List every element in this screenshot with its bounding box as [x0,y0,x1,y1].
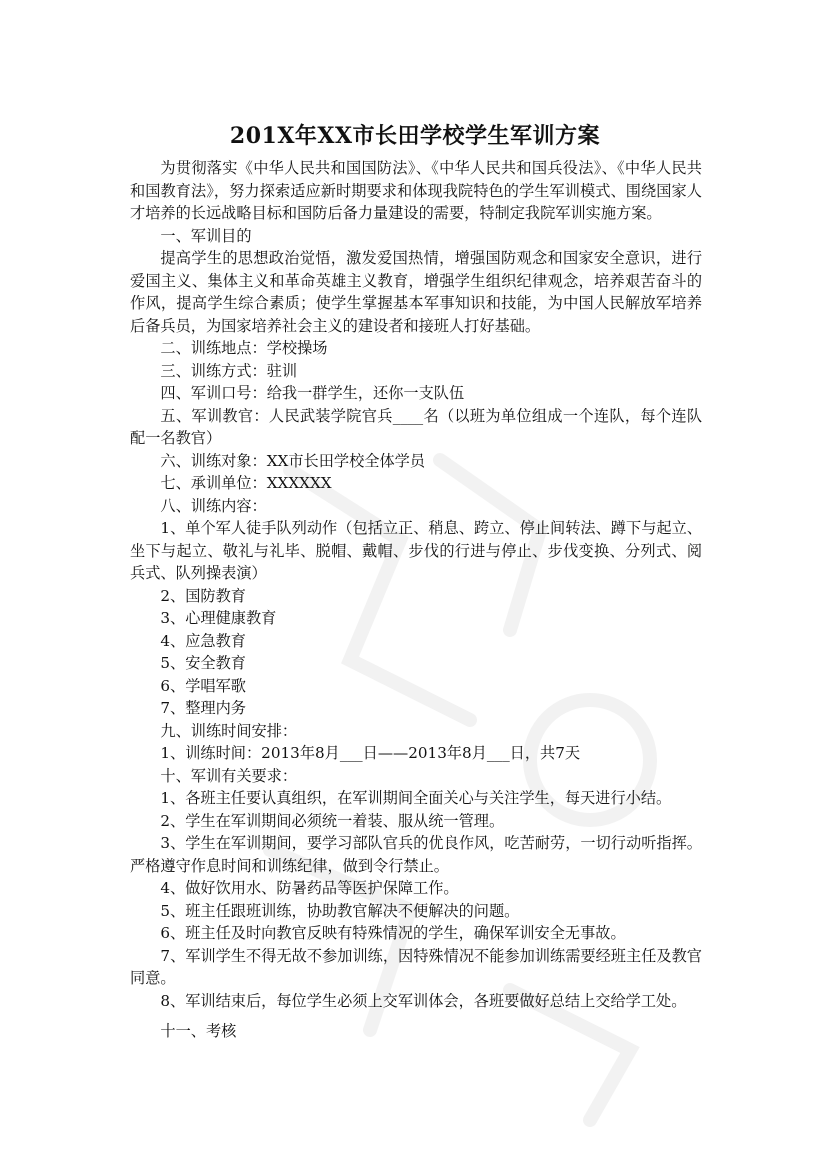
list-item: 7、军训学生不得无故不参加训练，因特殊情况不能参加训练需要经班主任及教官同意。 [130,946,702,987]
body-paragraph: 提高学生的思想政治觉悟，激发爱国热情，增强国防观念和国家安全意识，进行爱国主义、集体主义和革命英雄主义教育，增强学生组织纪律观念，培养艰苦奋斗的作风，提高学生综合素质；使学生掌握基本军事知识和技能，为中国人民解放军培养后备兵员，为国家培养社会主义的建设者和接班人打好基础。 [130,249,702,335]
list-item: 1、训练时间：2013年8月___日——2013年8月___日，共7天 [160,744,581,762]
list-item: 2、国防教育 [160,586,246,605]
list-item: 1、各班主任要认真组织，在军训期间全面关心与关注学生，每天进行小结。 [160,789,672,807]
section-heading: 五、军训教官：人民武装学院官兵____名（以班为单位组成一个连队，每个连队配一名教官） [130,406,702,447]
list-item: 3、学生在军训期间，要学习部队官兵的优良作风，吃苦耐劳，一切行动听指挥。严格遵守作息时间和训练纪律，做到令行禁止。 [130,834,702,875]
list-item: 1、单个军人徒手队列动作（包括立正、稍息、跨立、停止间转法、蹲下与起立、坐下与起立、敬礼与礼毕、脱帽、戴帽、步伐的行进与停止、步伐变换、分列式、阅兵式、队列操表演） [130,519,702,582]
section-heading: 一、军训目的 [160,226,252,245]
list-item: 6、学唱军歌 [160,676,246,695]
list-item: 5、安全教育 [160,654,246,672]
section-heading: 九、训练时间安排： [160,721,298,740]
section-heading: 二、训练地点：学校操场 [160,339,328,357]
list-item: 8、军训结束后，每位学生必须上交军训体会，各班要做好总结上交给学工处。 [160,991,687,1010]
list-item: 6、班主任及时向教官反映有特殊情况的学生，确保军训安全无事故。 [160,924,626,942]
list-item: 3、心理健康教育 [160,609,277,627]
section-heading: 八、训练内容： [160,496,267,515]
section-heading: 十、军训有关要求： [160,766,298,785]
document-title: 201X年XX市长田学校学生军训方案 [229,123,601,149]
list-item: 2、学生在军训期间必须统一着装、服从统一管理。 [160,811,505,830]
section-heading: 七、承训单位：XXXXXX [160,474,332,492]
list-item: 4、应急教育 [160,631,246,650]
section-heading: 六、训练对象：XX市长田学校全体学员 [160,451,426,470]
section-heading: 十一、考核 [160,1022,237,1040]
document-body [130,157,702,1043]
section-heading: 三、训练方式：驻训 [160,361,298,380]
list-item: 5、班主任跟班训练，协助教官解决不便解决的问题。 [160,901,520,920]
list-item: 7、整理内务 [160,699,246,717]
list-item: 4、做好饮用水、防暑药品等医护保障工作。 [160,879,459,897]
section-heading: 四、军训口号：给我一群学生，还你一支队伍 [160,384,465,402]
intro-paragraph: 为贯彻落实《中华人民共和国国防法》、《中华人民共和国兵役法》、《中华人民共和国教育法》，努力探索适应新时期要求和体现我院特色的学生军训模式、围绕国家人才培养的长远战略目标和国防后备力量建设的需要，特制定我院军训实施方案。 [130,159,702,222]
